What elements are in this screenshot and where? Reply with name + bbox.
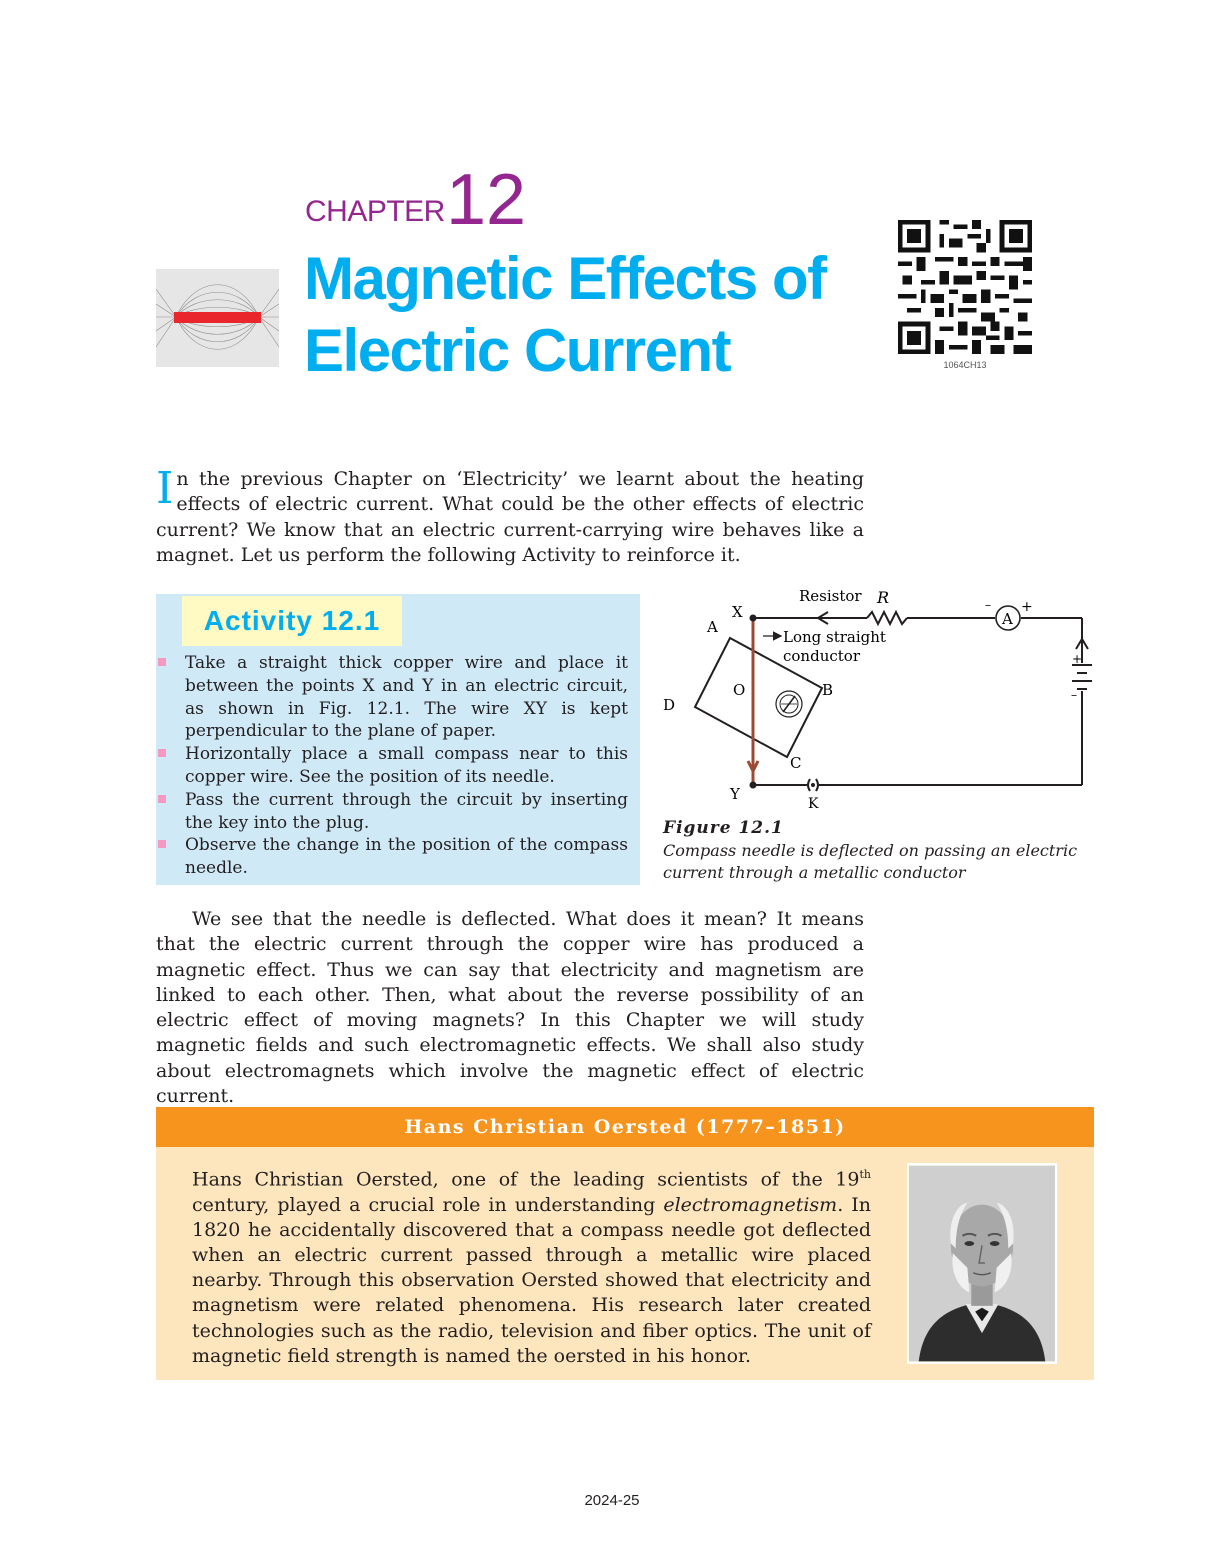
point-x-label: X [732,603,743,621]
resistor-label: Resistor [799,587,862,605]
point-d-label: D [663,696,676,714]
list-item: Pass the current through the circuit by inserting the key into the plug. [158,789,628,835]
battery-icon [1072,665,1092,689]
figure-caption: Compass needle is deflected on passing an electric current through a metallic conductor [663,841,1078,882]
point-o-label: O [733,681,746,699]
ammeter-plus-label: + [1021,599,1033,615]
biography-text: Hans Christian Oersted, one of the leading scientists of the 19th century, played a crucial role in understanding electromagnetism. In 1820 he accidentally discovered that a compass needle got deflected when an electric current passed through a metallic wire placed nearby. Through this observation Oersted showed that electricity and magnetism were related phenomena. His research later created technologies such as the radio, television and fiber optics. The unit of magnetic field strength is named the oersted in his honor. [192,1168,871,1367]
compass-icon [776,691,802,717]
drop-cap: I [156,463,174,514]
point-a-label: A [707,618,718,636]
key-icon [808,779,818,791]
superscript: th [859,1168,871,1181]
key-label: K [808,796,819,812]
point-c-label: C [790,754,802,772]
resistance-symbol: R [877,588,890,607]
figure-title: Figure 12.1 [663,818,784,838]
list-item: Horizontally place a small compass near to this copper wire. See the position of its needle. [158,743,628,789]
point-b-label: B [822,681,834,699]
emphasis-term: electromagnetism [663,1193,838,1216]
oersted-portrait-image [907,1163,1057,1364]
list-item: Observe the change in the position of the compass needle. [158,834,628,880]
activity-steps [158,652,628,880]
battery-minus-label: – [1071,688,1077,702]
battery-plus-label: + [1072,652,1083,666]
body-paragraph: We see that the needle is deflected. What does it mean? It means that the electric current through the copper wire has produced a magnetic effect. Thus we can say that electricity and magnetism are linked to each other. Then, what about the reverse possibility of an electric effect of moving magnets? In this Chapter we will study magnetic fields and such electromagnetic effects. We shall also study about electromagnets which involve the magnetic effect of electric current. [156,908,864,1108]
activity-title: Activity 12.1 [182,596,402,646]
biography-header: Hans Christian Oersted (1777–1851) [156,1107,1094,1147]
conductor-label-line2: conductor [783,647,860,665]
bullet-icon [158,658,166,666]
ammeter-minus-label: – [985,598,991,612]
qr-code-icon [898,220,1032,354]
qr-code-label: 1064CH13 [943,360,987,370]
intro-text: n the previous Chapter on ‘Electricity’ we learnt about the heating effects of electric current. What could be the other effects of electric current? We know that an electric current-carrying wire behaves like a magnet. Let us perform the following Activity to reinforce it. [156,468,864,566]
conductor-label-line1: Long straight [783,628,886,646]
chapter-title: Magnetic Effects of Electric Current [304,245,826,384]
circuit-diagram [652,585,1102,820]
bullet-icon [158,749,166,757]
list-item: Take a straight thick copper wire and place it between the points X and Y in an electric circuit, as shown in Fig. 12.1. The wire XY is kept perpendicular to the plane of paper. [158,652,628,743]
bar-magnet-filings-image [156,269,279,367]
chapter-label: CHAPTER [305,195,445,228]
bullet-icon [158,840,166,848]
intro-paragraph [156,463,864,568]
page-footer-year: 2024-25 [584,1492,640,1509]
point-y-label: Y [730,785,740,803]
bullet-icon [158,795,166,803]
ammeter-label: A [1002,610,1013,628]
chapter-number: 12 [446,160,527,240]
